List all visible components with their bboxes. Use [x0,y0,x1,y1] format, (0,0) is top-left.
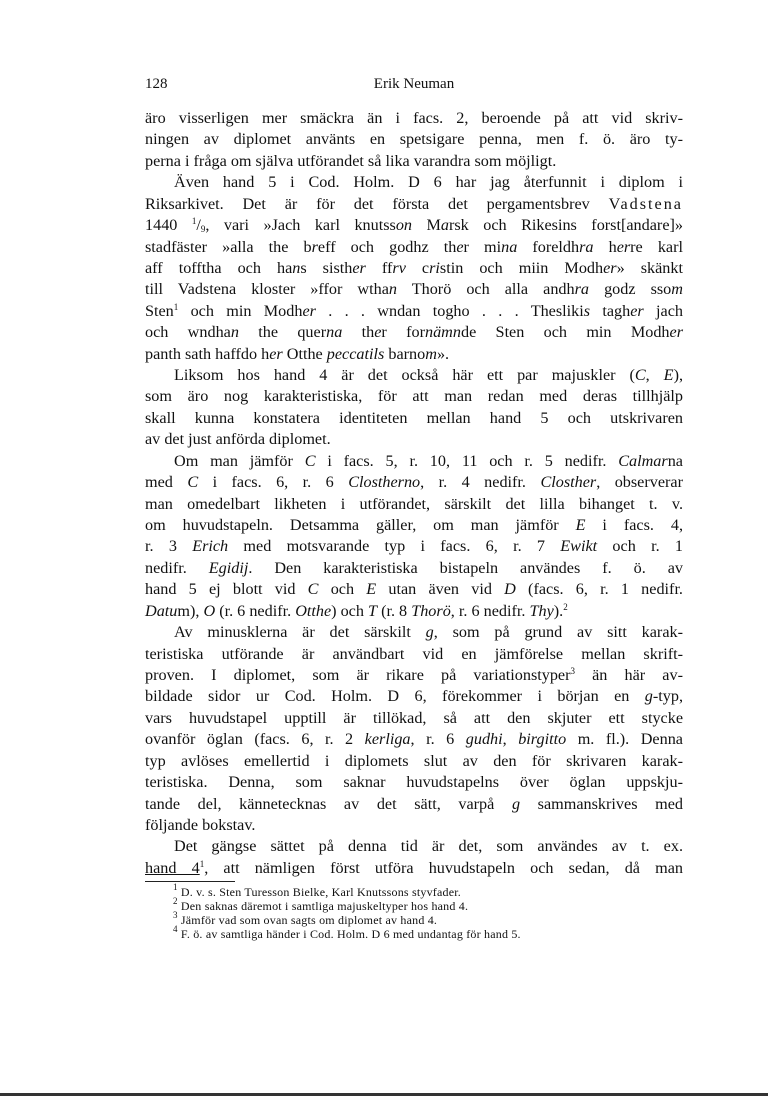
text-run: . Den karakteristiska bistapeln användes f. ö. av [248,558,683,577]
footnote [173,882,693,899]
text-line [145,644,683,665]
text-run: m. fl.). Denna [566,730,683,749]
italic-run: rv [392,258,406,277]
text-line [145,301,683,322]
text-run: skall kunna konstatera identiteten mellan hand 5 och utskrivaren [145,408,683,427]
text-line [145,408,683,429]
italic-run: m [425,344,437,363]
italic-run: E [575,516,586,535]
text-line [145,108,683,129]
text-run: » skänkt [616,258,683,277]
text-run: och min Modh [178,301,303,320]
italic-run: ra [574,280,590,299]
text-run: i facs. 5, r. 10, 11 och r. 5 nedifr. [315,451,619,470]
superscript: 2 [563,601,568,612]
text-run: ningen av diplomet använts en spetsigare penna, men f. ö. äro ty- [145,130,683,149]
italic-run: s [583,301,591,320]
footnote [173,924,693,941]
text-run: c [405,258,430,277]
text-run: godz sso [589,280,672,299]
text-line [145,237,683,258]
italic-run: e [456,237,464,256]
text-run: hand 5 ej blott vid [145,580,308,599]
italic-run: E [663,366,674,385]
italic-run: Egidij [208,558,249,577]
text-line [145,558,683,579]
text-run: i facs. 4, [585,516,683,535]
italic-run: ri [429,258,440,277]
text-run: / [196,216,201,235]
text-run: perna i fråga om själva utförandet så lika varandra som möjligt. [145,151,557,170]
text-line [145,729,683,750]
text-line [145,794,683,815]
text-line [145,172,683,193]
text-run: Thorö och alla andh [396,280,575,299]
text-line [145,129,683,150]
text-run: av det just anförda diplomet. [145,430,331,449]
text-run: . . . wndan togho . . . Thesliki [315,301,584,320]
italic-run: Thy [529,601,554,620]
text-run: som äro nog karakteristiska, för att man redan med deras tillhjälp [145,387,683,406]
spaced-run: Vadstena [608,194,683,213]
italic-run: a [440,216,449,235]
text-line [145,601,683,622]
text-run: vars huvudstapel upptill är tillökad, så att den skjuter ett stycke [145,708,683,727]
footnote-number: 2 [173,896,178,906]
italic-run: er [352,258,366,277]
text-run: Otthe [282,344,327,363]
text-run: ». [436,344,450,363]
footnote-rule [145,881,235,882]
italic-run: e [374,323,382,342]
text-run: med motsvarande typ i facs. 6, r. 7 [228,537,561,556]
text-run: jach [643,301,684,320]
italic-run: er [669,323,683,342]
italic-run: g [511,794,521,813]
text-run: och r. 1 [597,537,683,556]
text-run: , vari »Jach karl knutss [205,216,396,235]
text-run: ), [673,366,683,385]
text-line [145,772,683,793]
body-text [145,108,683,879]
superscript: 1 [199,858,205,869]
text-line [145,451,683,472]
text-run: Riksarkivet. Det är för det första det pergamentsbrev [145,194,609,213]
italic-run: ra [579,237,594,256]
text-line [145,279,683,300]
page-header [145,76,683,96]
text-run: ff [365,258,393,277]
text-run: Av minusklerna är det särskilt [174,623,426,642]
text-run: typ avlöses emellertid i diplomets slut av den för skrivaren karak- [145,751,683,770]
italic-run: Calmar [618,451,668,470]
text-run: , [645,366,664,385]
text-line [145,579,683,600]
text-run: till Vadstena kloster »ffor wtha [145,280,389,299]
text-run: än här av- [575,665,683,684]
text-run: r mi [463,237,502,256]
text-line [145,472,683,493]
text-line [145,429,683,450]
italic-run: Closther [540,473,597,492]
text-run: re karl [630,237,683,256]
italic-run: Erich [192,537,229,556]
text-line [145,815,683,836]
italic-run: D [504,580,516,599]
text-run: äro visserligen mer smäckra än i facs. 2, beroende på att vid skriv- [145,109,683,127]
text-run: utan även vid [376,580,505,599]
text-line [145,194,683,215]
text-run: m), [177,601,204,620]
italic-run: C [304,451,316,470]
text-run: , r. 4 nedifr. [420,473,541,492]
text-run: -typ, [652,687,683,706]
text-run: the quer [238,323,327,342]
text-run: stin och miin Modh [439,258,604,277]
text-run: barno [384,344,426,363]
text-line [145,365,683,386]
text-run: , r. 6 nedifr. [450,601,530,620]
running-title: Erik Neuman [373,76,455,92]
text-run: (facs. 6, r. 1 nedifr. [515,580,683,599]
text-run: nedifr. [145,558,209,577]
text-run: teristiska. Denna, som saknar huvudstapelns över öglan uppskju- [145,773,683,792]
italic-run: on [395,216,413,235]
italic-run: er [603,258,617,277]
text-run: tagh [590,301,631,320]
italic-run: E [366,580,377,599]
italic-run: n [388,280,397,299]
text-line [145,258,683,279]
italic-run: T [368,601,378,620]
italic-run: Ewikt [560,537,598,556]
italic-run: O [203,601,216,620]
text-run: , att nämligen först utföra huvudstapeln och sedan, då man [204,858,683,877]
text-run: och wndha [145,323,231,342]
text-line [145,386,683,407]
text-run: tande del, kännetecknas av det sätt, varpå [145,794,512,813]
footnote-number: 1 [173,882,178,892]
italic-run: birgitto [518,730,567,749]
text-run: ). [553,601,564,620]
text-line [145,836,683,857]
italic-run: nämn [424,323,461,342]
text-line [145,151,683,172]
footnote-text: Den saknas däremot i samtliga majuskeltyper hos hand 4. [177,899,469,913]
italic-run: Clostherno [348,473,421,492]
italic-run: m [671,280,683,299]
text-line [145,322,683,343]
text-run: Om man jämför [174,451,305,470]
text-line [145,686,683,707]
text-run: s sisth [300,258,353,277]
italic-run: r [311,237,318,256]
text-run: , r. 6 [410,730,466,749]
text-run: th [342,323,375,342]
footnote-number: 3 [173,910,178,920]
subscript: 9 [200,224,206,235]
text-run: panth sath haffdo h [145,344,270,363]
text-line [145,536,683,557]
superscript: 3 [570,665,575,676]
footnote-number: 4 [173,924,178,934]
italic-run: er [616,237,631,256]
text-run: eff och godhz th [317,237,457,256]
italic-run: n [230,323,239,342]
text-run: sammanskrives med [520,794,683,813]
italic-run: na [326,323,343,342]
italic-run: C [187,473,199,492]
text-run: med [145,473,188,492]
italic-run: Otthe [295,601,332,620]
italic-run: kerliga [364,730,411,749]
text-run: ovanför öglan (facs. 6, r. 2 [145,730,365,749]
page-number: 128 [145,76,168,92]
text-run: 1440 [145,216,192,235]
text-run: h [593,237,617,256]
text-run: Även hand 5 i Cod. Holm. D 6 har jag återfunnit i diplom i [174,173,683,192]
text-run: Det gängse sättet på denna tid är det, som användes av t. ex. [174,837,683,856]
text-run: foreldh [517,237,580,256]
text-run: , observerar [596,473,684,492]
text-run: stadfäster »alla the b [145,237,312,256]
text-run: Sten [145,301,174,320]
superscript: 1 [173,301,179,312]
text-line [145,215,683,236]
text-run: de Sten och min Modh [460,323,670,342]
text-run: na [667,451,683,470]
text-run: teristiska utförande är användbart vid en jämförelse mellan skrift- [145,644,683,663]
text-line [145,622,683,643]
text-run: (r. 8 [377,601,412,620]
footnotes [173,882,693,941]
text-run: , som på grund av sitt karak- [433,623,683,642]
text-run: aff tofftha och ha [145,258,293,277]
italic-run: Thorö [411,601,451,620]
footnote-text: Jämför vad som ovan sagts om diplomet av hand 4. [177,913,438,927]
text-run: , [502,730,519,749]
italic-run: g [644,687,653,706]
text-run: r. 3 [145,537,193,556]
text-run: ) och [331,601,369,620]
text-line [145,751,683,772]
text-run: Liksom hos hand 4 är det också här ett par majuskler ( [174,366,635,385]
text-run: (r. 6 nedifr. [215,601,296,620]
text-line [145,665,683,686]
footnote-text: D. v. s. Sten Turesson Bielke, Karl Knutssons styvfader. [177,885,461,899]
text-line [145,515,683,536]
text-run: r for [381,323,425,342]
italic-run: er [302,301,316,320]
footnote [173,910,693,927]
italic-run: gudhi [465,730,503,749]
text-run: bildade sidor ur Cod. Holm. D 6, förekommer i början en [145,687,645,706]
text-line [145,344,683,365]
italic-run: C [307,580,319,599]
italic-run: er [630,301,644,320]
italic-run: C [634,366,646,385]
text-run: man omedelbart likheten i utförandet, särskilt det lilla bihanget t. v. [145,494,683,513]
text-line [145,494,683,515]
italic-run: n [292,258,301,277]
superscript: 1 [191,216,197,227]
text-line [145,708,683,729]
italic-run: na [501,237,518,256]
italic-run: g [425,623,434,642]
text-run: om huvudstapeln. Detsamma gäller, om man jämför [145,516,576,535]
italic-run: er [269,344,283,363]
footnote-text: F. ö. av samtliga händer i Cod. Holm. D 6 med undantag för hand 5. [177,927,521,941]
footnote [173,896,693,913]
italic-run: Datu [145,601,178,620]
underlined-run: hand 4 [145,858,200,877]
italic-run: peccatils [326,344,385,363]
text-run: följande bokstav. [145,815,256,834]
text-run: M [412,216,441,235]
text-line [145,858,683,879]
text-run: i facs. 6, r. 6 [198,473,349,492]
text-run: rsk och Rikesins forst[andare]» [448,216,683,235]
text-run: proven. I diplomet, som är rikare på variationstyper [145,665,571,684]
text-run: och [318,580,367,599]
